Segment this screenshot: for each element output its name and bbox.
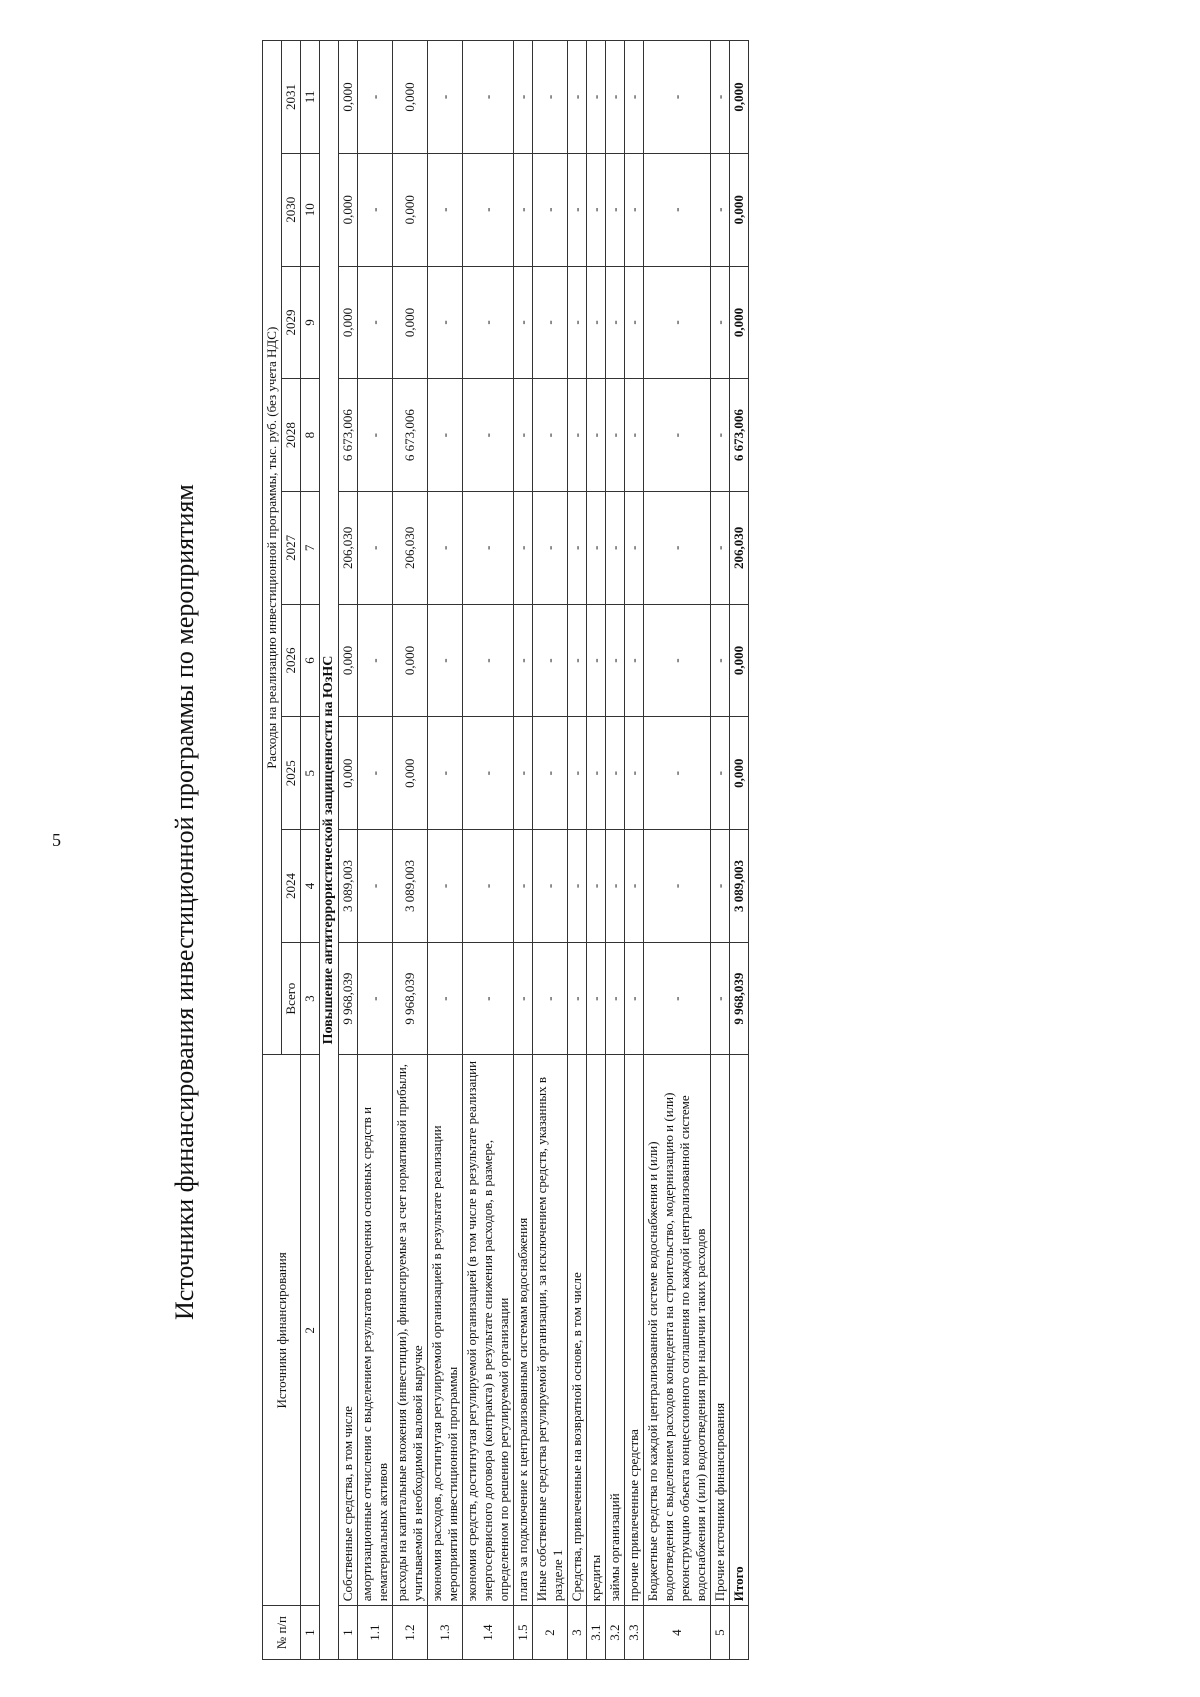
value-cell: -: [644, 717, 711, 830]
financing-sources-table: [262, 40, 749, 1660]
header-row-top: [263, 41, 282, 1660]
value-cell: -: [514, 604, 533, 717]
row-number: 1.5: [514, 1606, 533, 1660]
value-cell: -: [463, 830, 514, 943]
value-cell: -: [606, 717, 625, 830]
value-cell: -: [606, 942, 625, 1055]
value-cell: -: [358, 41, 393, 154]
row-label: расходы на капитальные вложения (инвестиции), финансируемые за счет нормативной прибыли, учитываемой в необходимой валовой выручке: [393, 1055, 428, 1606]
value-cell: -: [358, 379, 393, 492]
value-cell: -: [533, 830, 568, 943]
value-cell: 3 089,003: [339, 830, 358, 943]
value-cell: -: [644, 604, 711, 717]
row-label: экономия средств, достигнутая регулируемой организацией (в том числе в результате реализации энергосервисного договора (контракта) в результате снижения расходов, в размере, определенном по решению регулируемой организации: [463, 1055, 514, 1606]
value-cell: 206,030: [393, 491, 428, 604]
value-cell: -: [644, 266, 711, 379]
value-cell: -: [358, 153, 393, 266]
value-cell: 0,000: [730, 41, 749, 154]
value-cell: -: [644, 153, 711, 266]
value-cell: -: [463, 491, 514, 604]
value-cell: -: [644, 379, 711, 492]
value-cell: -: [644, 942, 711, 1055]
value-cell: -: [587, 266, 606, 379]
value-cell: -: [711, 491, 730, 604]
column-index-cell: 5: [301, 717, 320, 830]
value-cell: -: [625, 717, 644, 830]
value-cell: -: [514, 491, 533, 604]
value-cell: 0,000: [339, 153, 358, 266]
value-cell: 9 968,039: [730, 942, 749, 1055]
value-cell: -: [606, 830, 625, 943]
table-row: [533, 41, 568, 1660]
value-cell: -: [428, 41, 463, 154]
table-row: [606, 41, 625, 1660]
value-cell: 6 673,006: [393, 379, 428, 492]
value-cell: -: [587, 717, 606, 830]
value-cell: 9 968,039: [339, 942, 358, 1055]
column-index-cell: 4: [301, 830, 320, 943]
row-label: Прочие источники финансирования: [711, 1055, 730, 1606]
value-cell: -: [514, 266, 533, 379]
value-cell: -: [587, 942, 606, 1055]
value-cell: 206,030: [339, 491, 358, 604]
value-cell: -: [463, 942, 514, 1055]
value-cell: -: [625, 266, 644, 379]
table-row: [587, 41, 606, 1660]
value-cell: -: [358, 604, 393, 717]
row-label: Иные собственные средства регулируемой организации, за исключением средств, указанных в разделе 1: [533, 1055, 568, 1606]
year-column-header: 2024: [282, 830, 301, 943]
column-index-cell: 1: [301, 1606, 320, 1660]
table-row: [730, 41, 749, 1660]
row-label: Средства, привлеченные на возвратной основе, в том числе: [568, 1055, 587, 1606]
value-cell: -: [568, 266, 587, 379]
value-cell: -: [358, 942, 393, 1055]
value-cell: -: [711, 942, 730, 1055]
value-cell: -: [358, 830, 393, 943]
value-cell: -: [568, 717, 587, 830]
table-row: [428, 41, 463, 1660]
rotated-page-content: [40, 0, 1180, 1680]
row-number: 1.1: [358, 1606, 393, 1660]
value-cell: 0,000: [730, 604, 749, 717]
value-cell: -: [568, 830, 587, 943]
value-cell: 206,030: [730, 491, 749, 604]
year-column-header: 2028: [282, 379, 301, 492]
table-row: [358, 41, 393, 1660]
value-cell: 0,000: [393, 717, 428, 830]
year-column-header: 2025: [282, 717, 301, 830]
value-cell: -: [463, 41, 514, 154]
value-cell: -: [587, 153, 606, 266]
row-label: кредиты: [587, 1055, 606, 1606]
source-header: Источники финансирования: [263, 1055, 301, 1606]
value-cell: -: [358, 266, 393, 379]
value-cell: -: [533, 491, 568, 604]
header-index-row: [301, 41, 320, 1660]
value-cell: -: [606, 266, 625, 379]
table-body: [320, 41, 749, 1660]
value-cell: -: [533, 942, 568, 1055]
row-label: прочие привлеченные средства: [625, 1055, 644, 1606]
value-cell: -: [568, 379, 587, 492]
value-cell: -: [644, 491, 711, 604]
value-cell: -: [568, 491, 587, 604]
value-cell: -: [625, 379, 644, 492]
column-index-cell: 9: [301, 266, 320, 379]
row-number: 3.1: [587, 1606, 606, 1660]
year-column-header: 2030: [282, 153, 301, 266]
value-cell: -: [606, 153, 625, 266]
value-cell: -: [625, 41, 644, 154]
row-number: [730, 1606, 749, 1660]
value-cell: -: [606, 491, 625, 604]
table-row: [568, 41, 587, 1660]
value-cell: -: [358, 717, 393, 830]
value-cell: 0,000: [339, 266, 358, 379]
value-cell: -: [644, 830, 711, 943]
row-label: Итого: [730, 1055, 749, 1606]
value-cell: -: [533, 717, 568, 830]
value-cell: -: [428, 830, 463, 943]
value-cell: -: [568, 942, 587, 1055]
column-index-cell: 8: [301, 379, 320, 492]
column-index-cell: 6: [301, 604, 320, 717]
row-number: 3: [568, 1606, 587, 1660]
value-cell: 0,000: [339, 41, 358, 154]
value-cell: -: [711, 153, 730, 266]
column-index-cell: 2: [301, 1055, 320, 1606]
value-cell: -: [514, 942, 533, 1055]
value-cell: -: [711, 266, 730, 379]
year-column-header: 2031: [282, 41, 301, 154]
value-cell: -: [514, 830, 533, 943]
value-cell: -: [625, 491, 644, 604]
value-cell: -: [514, 379, 533, 492]
row-label: амортизационные отчисления с выделением результатов переоценки основных средств и нематериальных активов: [358, 1055, 393, 1606]
value-cell: -: [463, 266, 514, 379]
value-cell: -: [625, 153, 644, 266]
row-label: Собственные средства, в том числе: [339, 1055, 358, 1606]
value-cell: -: [711, 604, 730, 717]
value-cell: 0,000: [339, 717, 358, 830]
year-column-header: 2027: [282, 491, 301, 604]
value-cell: 0,000: [730, 717, 749, 830]
row-number: 4: [644, 1606, 711, 1660]
value-cell: -: [533, 153, 568, 266]
row-number: 1.2: [393, 1606, 428, 1660]
value-cell: -: [533, 41, 568, 154]
value-cell: 0,000: [393, 266, 428, 379]
row-label: плата за подключение к централизованным системам водоснабжения: [514, 1055, 533, 1606]
section-row: [320, 41, 339, 1660]
num-header: № п/п: [263, 1606, 301, 1660]
value-cell: 0,000: [393, 604, 428, 717]
value-cell: 0,000: [730, 153, 749, 266]
value-cell: -: [711, 717, 730, 830]
value-cell: -: [625, 942, 644, 1055]
page-number: 5: [52, 830, 61, 850]
value-cell: -: [533, 604, 568, 717]
value-cell: -: [514, 41, 533, 154]
value-cell: -: [428, 266, 463, 379]
value-cell: 6 673,006: [730, 379, 749, 492]
table-row: [514, 41, 533, 1660]
column-index-cell: 7: [301, 491, 320, 604]
value-cell: -: [514, 717, 533, 830]
value-cell: -: [463, 717, 514, 830]
row-number: 5: [711, 1606, 730, 1660]
year-column-header: Всего: [282, 942, 301, 1055]
value-cell: -: [711, 830, 730, 943]
value-cell: 3 089,003: [393, 830, 428, 943]
value-cell: -: [428, 491, 463, 604]
row-label: займы организаций: [606, 1055, 625, 1606]
value-cell: -: [568, 153, 587, 266]
value-cell: 0,000: [339, 604, 358, 717]
value-cell: -: [568, 41, 587, 154]
year-column-header: 2026: [282, 604, 301, 717]
value-cell: -: [514, 153, 533, 266]
table-row: [339, 41, 358, 1660]
value-cell: -: [644, 41, 711, 154]
row-number: 1.3: [428, 1606, 463, 1660]
table-row: [463, 41, 514, 1660]
expenses-header: Расходы на реализацию инвестиционной программы, тыс. руб. (без учета НДС): [263, 41, 282, 1056]
row-number: 3.2: [606, 1606, 625, 1660]
value-cell: 0,000: [393, 41, 428, 154]
year-column-header: 2029: [282, 266, 301, 379]
table-row: [625, 41, 644, 1660]
row-number: 3.3: [625, 1606, 644, 1660]
value-cell: -: [587, 830, 606, 943]
value-cell: 9 968,039: [393, 942, 428, 1055]
value-cell: -: [533, 379, 568, 492]
value-cell: 6 673,006: [339, 379, 358, 492]
column-index-cell: 11: [301, 41, 320, 154]
value-cell: -: [587, 41, 606, 154]
value-cell: -: [428, 942, 463, 1055]
value-cell: -: [606, 41, 625, 154]
table-row: [393, 41, 428, 1660]
value-cell: -: [568, 604, 587, 717]
value-cell: -: [428, 379, 463, 492]
value-cell: -: [533, 266, 568, 379]
table-row: [711, 41, 730, 1660]
value-cell: 3 089,003: [730, 830, 749, 943]
value-cell: -: [463, 379, 514, 492]
column-index-cell: 3: [301, 942, 320, 1055]
value-cell: 0,000: [393, 153, 428, 266]
row-label: Бюджетные средства по каждой централизованной системе водоснабжения и (или) водоотведения с выделением расходов концедента на строительство, модернизацию и (или) реконструкцию объекта концессионного соглашения по каждой централизованной системе водоснабжения и (или) водоотведения при наличии таких расходов: [644, 1055, 711, 1606]
row-number: 1.4: [463, 1606, 514, 1660]
value-cell: -: [463, 153, 514, 266]
row-label: экономия расходов, достигнутая регулируемой организацией в результате реализации мероприятий инвестиционной программы: [428, 1055, 463, 1606]
value-cell: -: [428, 717, 463, 830]
value-cell: -: [587, 379, 606, 492]
value-cell: -: [587, 491, 606, 604]
value-cell: -: [463, 604, 514, 717]
document-title: Источники финансирования инвестиционной программы по мероприятиям: [170, 484, 199, 1320]
column-index-cell: 10: [301, 153, 320, 266]
value-cell: 0,000: [730, 266, 749, 379]
value-cell: -: [428, 604, 463, 717]
value-cell: -: [428, 153, 463, 266]
value-cell: -: [606, 604, 625, 717]
row-number: 2: [533, 1606, 568, 1660]
value-cell: -: [625, 604, 644, 717]
value-cell: -: [711, 379, 730, 492]
row-number: 1: [339, 1606, 358, 1660]
value-cell: -: [711, 41, 730, 154]
value-cell: -: [358, 491, 393, 604]
value-cell: -: [625, 830, 644, 943]
table-row: [644, 41, 711, 1660]
section-title: Повышение антитеррористической защищенности на ЮзНС: [320, 41, 339, 1660]
value-cell: -: [587, 604, 606, 717]
value-cell: -: [606, 379, 625, 492]
